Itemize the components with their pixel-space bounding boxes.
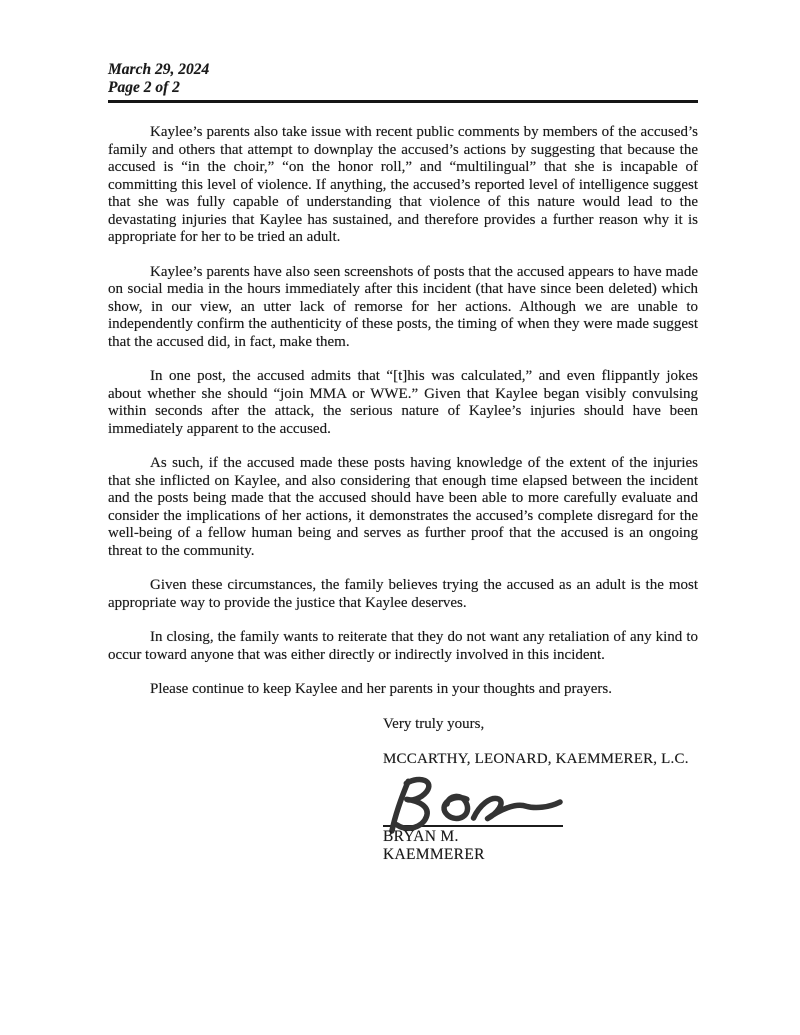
- letter-content: [108, 61, 698, 864]
- signature-block: [383, 772, 583, 864]
- body-paragraph: Kaylee’s parents have also seen screenshots of posts that the accused appears to have made on social media in the hours immediately after this incident (that have since been deleted) which show, in our view, an utter lack of remorse for her actions. Although we are unable to independently confirm the authenticity of these posts, the timing of when they were made suggest that the accused did, in fact, make them.: [108, 263, 698, 350]
- valediction: Very truly yours,: [383, 715, 485, 732]
- closing-block: [383, 716, 698, 864]
- firm-name: MCCARTHY, LEONARD, KAEMMERER, L.C.: [383, 750, 689, 767]
- header-page-number: Page 2 of 2: [108, 79, 180, 96]
- letter-body: [108, 124, 698, 699]
- body-paragraph: In one post, the accused admits that “[t]his was calculated,” and even flippantly jokes about whether she should “join MMA or WWE.” Given that Kaylee began visibly convulsing within seconds after the attack, the serious nature of Kaylee’s injuries should have been immediately apparent to the accused.: [108, 368, 698, 437]
- body-paragraph: Kaylee’s parents also take issue with recent public comments by members of the accused’s family and others that attempt to downplay the accused’s actions by suggesting that because the accused is “in the choir,” “on the honor roll,” and “multilingual” that she is incapable of committing this level of violence. If anything, the accused’s reported level of intelligence suggest that she was fully capable of understanding that violence of this nature would lead to the devastating injuries that Kaylee has sustained, and therefore provides a further reason why it is appropriate for her to be tried an adult.: [108, 124, 698, 245]
- body-paragraph: In closing, the family wants to reiterate that they do not want any retaliation of any kind to occur toward anyone that was either directly or indirectly involved in this incident.: [108, 629, 698, 663]
- header-rule: [108, 100, 698, 103]
- signatory-name: BRYAN M. KAEMMERER: [383, 825, 563, 864]
- body-paragraph: Please continue to keep Kaylee and her parents in your thoughts and prayers.: [150, 681, 612, 697]
- body-paragraph: As such, if the accused made these posts having knowledge of the extent of the injuries that she inflicted on Kaylee, and also considering that enough time elapsed between the incident and the posts being made that the accused should have been able to more carefully evaluate and consider the implications of her actions, it demonstrates the accused’s complete disregard for the well-being of a fellow human being and serves as further proof that the accused is an ongoing threat to the community.: [108, 455, 698, 559]
- body-paragraph: Given these circumstances, the family believes trying the accused as an adult is the most appropriate way to provide the justice that Kaylee deserves.: [108, 577, 698, 611]
- header-date: March 29, 2024: [108, 61, 210, 78]
